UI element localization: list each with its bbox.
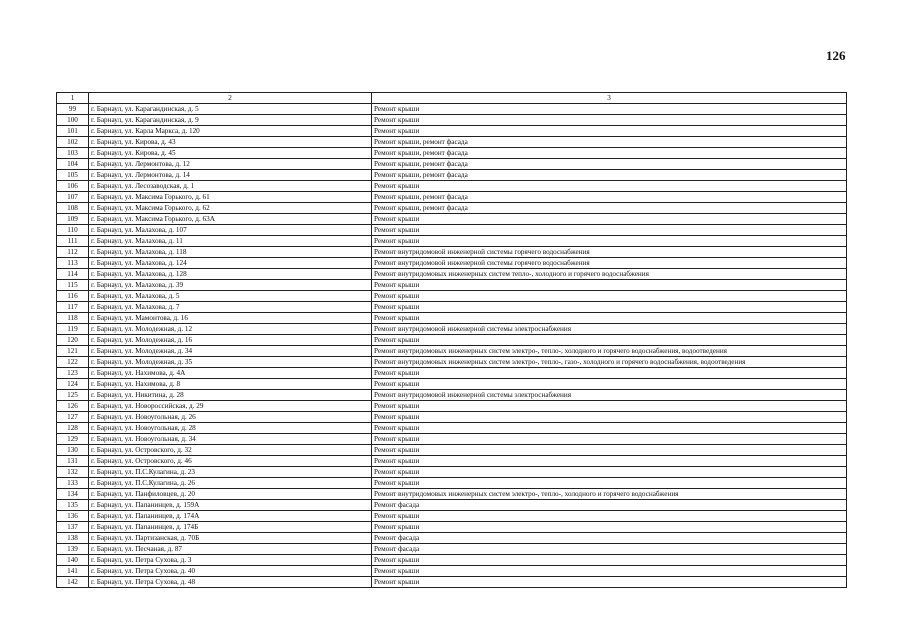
table-row <box>57 313 847 324</box>
work-type-cell: Ремонт фасада <box>372 533 847 544</box>
table-row <box>57 302 847 313</box>
work-type-cell: Ремонт внутридомовой инженерной системы горячего водоснабжения <box>372 258 847 269</box>
table-row <box>57 566 847 577</box>
table-row <box>57 357 847 368</box>
table-row <box>57 335 847 346</box>
address-cell: г. Барнаул, ул. Партизанская, д. 70Б <box>89 533 372 544</box>
row-number-cell: 141 <box>57 566 89 577</box>
work-type-cell: Ремонт крыши, ремонт фасада <box>372 159 847 170</box>
table-row <box>57 577 847 588</box>
work-type-cell: Ремонт крыши <box>372 181 847 192</box>
table-row <box>57 456 847 467</box>
work-type-cell: Ремонт фасада <box>372 500 847 511</box>
table-row <box>57 500 847 511</box>
address-cell: г. Барнаул, ул. Молодежная, д. 16 <box>89 335 372 346</box>
row-number-cell: 134 <box>57 489 89 500</box>
work-type-cell: Ремонт крыши <box>372 236 847 247</box>
row-number-cell: 117 <box>57 302 89 313</box>
work-type-cell: Ремонт крыши <box>372 522 847 533</box>
table-row <box>57 368 847 379</box>
row-number-cell: 138 <box>57 533 89 544</box>
address-cell: г. Барнаул, ул. Малахова, д. 124 <box>89 258 372 269</box>
row-number-cell: 142 <box>57 577 89 588</box>
address-cell: г. Барнаул, ул. Максима Горького, д. 63А <box>89 214 372 225</box>
row-number-cell: 122 <box>57 357 89 368</box>
address-cell: г. Барнаул, ул. П.С.Кулагина, д. 26 <box>89 478 372 489</box>
address-cell: г. Барнаул, ул. Островского, д. 46 <box>89 456 372 467</box>
work-type-cell: Ремонт крыши <box>372 401 847 412</box>
table-row <box>57 159 847 170</box>
row-number-cell: 109 <box>57 214 89 225</box>
table-row <box>57 291 847 302</box>
table-row <box>57 137 847 148</box>
row-number-cell: 136 <box>57 511 89 522</box>
table-row <box>57 489 847 500</box>
row-number-cell: 119 <box>57 324 89 335</box>
work-type-cell: Ремонт крыши, ремонт фасада <box>372 192 847 203</box>
work-type-cell: Ремонт крыши <box>372 115 847 126</box>
address-cell: г. Барнаул, ул. Папанинцев, д. 159А <box>89 500 372 511</box>
table-row <box>57 247 847 258</box>
table-row <box>57 555 847 566</box>
work-type-cell: Ремонт крыши <box>372 478 847 489</box>
row-number-cell: 110 <box>57 225 89 236</box>
table-row <box>57 203 847 214</box>
address-cell: г. Барнаул, ул. Мамонтова, д. 16 <box>89 313 372 324</box>
row-number-cell: 125 <box>57 390 89 401</box>
address-cell: г. Барнаул, ул. Молодежная, д. 12 <box>89 324 372 335</box>
row-number-cell: 105 <box>57 170 89 181</box>
address-cell: г. Барнаул, ул. Новоугольная, д. 34 <box>89 434 372 445</box>
address-cell: г. Барнаул, ул. Малахова, д. 11 <box>89 236 372 247</box>
work-type-cell: Ремонт крыши <box>372 456 847 467</box>
address-cell: г. Барнаул, ул. Петра Сухова, д. 48 <box>89 577 372 588</box>
row-number-cell: 99 <box>57 104 89 115</box>
table-row <box>57 533 847 544</box>
table-row <box>57 467 847 478</box>
work-type-cell: Ремонт внутридомовой инженерной системы горячего водоснабжения <box>372 247 847 258</box>
work-type-cell: Ремонт крыши <box>372 412 847 423</box>
address-cell: г. Барнаул, ул. Лесозаводская, д. 1 <box>89 181 372 192</box>
address-cell: г. Барнаул, ул. Карла Маркса, д. 120 <box>89 126 372 137</box>
table-row <box>57 126 847 137</box>
table-row <box>57 115 847 126</box>
table-row <box>57 522 847 533</box>
row-number-cell: 129 <box>57 434 89 445</box>
work-type-cell: Ремонт крыши, ремонт фасада <box>372 137 847 148</box>
row-number-cell: 111 <box>57 236 89 247</box>
work-type-cell: Ремонт крыши <box>372 104 847 115</box>
address-cell: г. Барнаул, ул. Лермонтова, д. 14 <box>89 170 372 181</box>
row-number-cell: 128 <box>57 423 89 434</box>
row-number-cell: 107 <box>57 192 89 203</box>
row-number-cell: 126 <box>57 401 89 412</box>
work-type-cell: Ремонт крыши, ремонт фасада <box>372 203 847 214</box>
address-cell: г. Барнаул, ул. Лермонтова, д. 12 <box>89 159 372 170</box>
page-number: 126 <box>826 48 846 63</box>
row-number-cell: 100 <box>57 115 89 126</box>
column-header-work-type: 3 <box>372 93 847 104</box>
table-row <box>57 478 847 489</box>
address-cell: г. Барнаул, ул. Молодежная, д. 34 <box>89 346 372 357</box>
row-number-cell: 135 <box>57 500 89 511</box>
address-cell: г. Барнаул, ул. Карагандинская, д. 5 <box>89 104 372 115</box>
row-number-cell: 123 <box>57 368 89 379</box>
address-cell: г. Барнаул, ул. Новороссийская, д. 29 <box>89 401 372 412</box>
row-number-cell: 133 <box>57 478 89 489</box>
table-row <box>57 412 847 423</box>
row-number-cell: 114 <box>57 269 89 280</box>
work-type-cell: Ремонт крыши, ремонт фасада <box>372 148 847 159</box>
table-row <box>57 170 847 181</box>
work-type-cell: Ремонт крыши <box>372 214 847 225</box>
table-row <box>57 236 847 247</box>
table-row <box>57 258 847 269</box>
row-number-cell: 102 <box>57 137 89 148</box>
address-cell: г. Барнаул, ул. Панфиловцев, д. 20 <box>89 489 372 500</box>
address-cell: г. Барнаул, ул. Новоугольная, д. 28 <box>89 423 372 434</box>
address-cell: г. Барнаул, ул. Малахова, д. 7 <box>89 302 372 313</box>
row-number-cell: 137 <box>57 522 89 533</box>
work-type-cell: Ремонт крыши <box>372 126 847 137</box>
table-row <box>57 390 847 401</box>
table-body <box>57 104 847 588</box>
table-row <box>57 192 847 203</box>
row-number-cell: 139 <box>57 544 89 555</box>
work-type-cell: Ремонт внутридомовой инженерной системы электроснабжения <box>372 390 847 401</box>
address-cell: г. Барнаул, ул. Максима Горького, д. 61 <box>89 192 372 203</box>
address-cell: г. Барнаул, ул. Кирова, д. 45 <box>89 148 372 159</box>
table-row <box>57 280 847 291</box>
address-cell: г. Барнаул, ул. Островского, д. 32 <box>89 445 372 456</box>
row-number-cell: 127 <box>57 412 89 423</box>
table-header-row <box>57 93 847 104</box>
address-cell: г. Барнаул, ул. Петра Сухова, д. 3 <box>89 555 372 566</box>
work-type-cell: Ремонт крыши <box>372 302 847 313</box>
row-number-cell: 106 <box>57 181 89 192</box>
repair-registry-table <box>56 92 847 588</box>
work-type-cell: Ремонт крыши <box>372 280 847 291</box>
row-number-cell: 132 <box>57 467 89 478</box>
work-type-cell: Ремонт фасада <box>372 544 847 555</box>
table-row <box>57 423 847 434</box>
table-row <box>57 324 847 335</box>
address-cell: г. Барнаул, ул. Петра Сухова, д. 40 <box>89 566 372 577</box>
address-cell: г. Барнаул, ул. Максима Горького, д. 62 <box>89 203 372 214</box>
address-cell: г. Барнаул, ул. Новоугольная, д. 26 <box>89 412 372 423</box>
row-number-cell: 118 <box>57 313 89 324</box>
work-type-cell: Ремонт крыши <box>372 335 847 346</box>
address-cell: г. Барнаул, ул. П.С.Кулагина, д. 23 <box>89 467 372 478</box>
work-type-cell: Ремонт крыши <box>372 423 847 434</box>
work-type-cell: Ремонт внутридомовых инженерных систем тепло-, холодного и горячего водоснабжения <box>372 269 847 280</box>
table-row <box>57 544 847 555</box>
address-cell: г. Барнаул, ул. Песчаная, д. 87 <box>89 544 372 555</box>
table-row <box>57 434 847 445</box>
address-cell: г. Барнаул, ул. Нахимова, д. 8 <box>89 379 372 390</box>
work-type-cell: Ремонт крыши <box>372 467 847 478</box>
column-header-address: 2 <box>89 93 372 104</box>
work-type-cell: Ремонт крыши <box>372 225 847 236</box>
address-cell: г. Барнаул, ул. Малахова, д. 128 <box>89 269 372 280</box>
address-cell: г. Барнаул, ул. Никитина, д. 28 <box>89 390 372 401</box>
work-type-cell: Ремонт крыши <box>372 434 847 445</box>
table-row <box>57 148 847 159</box>
address-cell: г. Барнаул, ул. Молодежная, д. 35 <box>89 357 372 368</box>
address-cell: г. Барнаул, ул. Папанинцев, д. 174Б <box>89 522 372 533</box>
row-number-cell: 131 <box>57 456 89 467</box>
work-type-cell: Ремонт крыши <box>372 379 847 390</box>
work-type-cell: Ремонт крыши <box>372 368 847 379</box>
address-cell: г. Барнаул, ул. Нахимова, д. 4А <box>89 368 372 379</box>
column-header-number: 1 <box>57 93 89 104</box>
address-cell: г. Барнаул, ул. Малахова, д. 107 <box>89 225 372 236</box>
table-row <box>57 181 847 192</box>
row-number-cell: 103 <box>57 148 89 159</box>
table-row <box>57 104 847 115</box>
address-cell: г. Барнаул, ул. Карагандинская, д. 9 <box>89 115 372 126</box>
table-row <box>57 214 847 225</box>
table-row <box>57 511 847 522</box>
work-type-cell: Ремонт крыши <box>372 566 847 577</box>
table-row <box>57 346 847 357</box>
table-row <box>57 379 847 390</box>
row-number-cell: 101 <box>57 126 89 137</box>
table-row <box>57 445 847 456</box>
work-type-cell: Ремонт внутридомовых инженерных систем электро-, тепло-, холодного и горячего водоснабжения, водоотведения <box>372 346 847 357</box>
row-number-cell: 124 <box>57 379 89 390</box>
address-cell: г. Барнаул, ул. Кирова, д. 43 <box>89 137 372 148</box>
work-type-cell: Ремонт крыши, ремонт фасада <box>372 170 847 181</box>
work-type-cell: Ремонт крыши <box>372 291 847 302</box>
address-cell: г. Барнаул, ул. Малахова, д. 5 <box>89 291 372 302</box>
work-type-cell: Ремонт крыши <box>372 511 847 522</box>
row-number-cell: 115 <box>57 280 89 291</box>
table-row <box>57 225 847 236</box>
row-number-cell: 104 <box>57 159 89 170</box>
work-type-cell: Ремонт внутридомовой инженерной системы электроснабжения <box>372 324 847 335</box>
address-cell: г. Барнаул, ул. Малахова, д. 39 <box>89 280 372 291</box>
row-number-cell: 121 <box>57 346 89 357</box>
row-number-cell: 140 <box>57 555 89 566</box>
table-row <box>57 401 847 412</box>
work-type-cell: Ремонт крыши <box>372 445 847 456</box>
work-type-cell: Ремонт крыши <box>372 577 847 588</box>
row-number-cell: 112 <box>57 247 89 258</box>
table-row <box>57 269 847 280</box>
row-number-cell: 116 <box>57 291 89 302</box>
row-number-cell: 120 <box>57 335 89 346</box>
address-cell: г. Барнаул, ул. Папанинцев, д. 174А <box>89 511 372 522</box>
work-type-cell: Ремонт внутридомовых инженерных систем электро-, тепло-, холодного и горячего водоснабжения <box>372 489 847 500</box>
row-number-cell: 113 <box>57 258 89 269</box>
address-cell: г. Барнаул, ул. Малахова, д. 118 <box>89 247 372 258</box>
work-type-cell: Ремонт внутридомовых инженерных систем электро-, тепло-, газо-, холодного и горячего водоснабжения, водоотведения <box>372 357 847 368</box>
work-type-cell: Ремонт крыши <box>372 555 847 566</box>
row-number-cell: 130 <box>57 445 89 456</box>
row-number-cell: 108 <box>57 203 89 214</box>
work-type-cell: Ремонт крыши <box>372 313 847 324</box>
